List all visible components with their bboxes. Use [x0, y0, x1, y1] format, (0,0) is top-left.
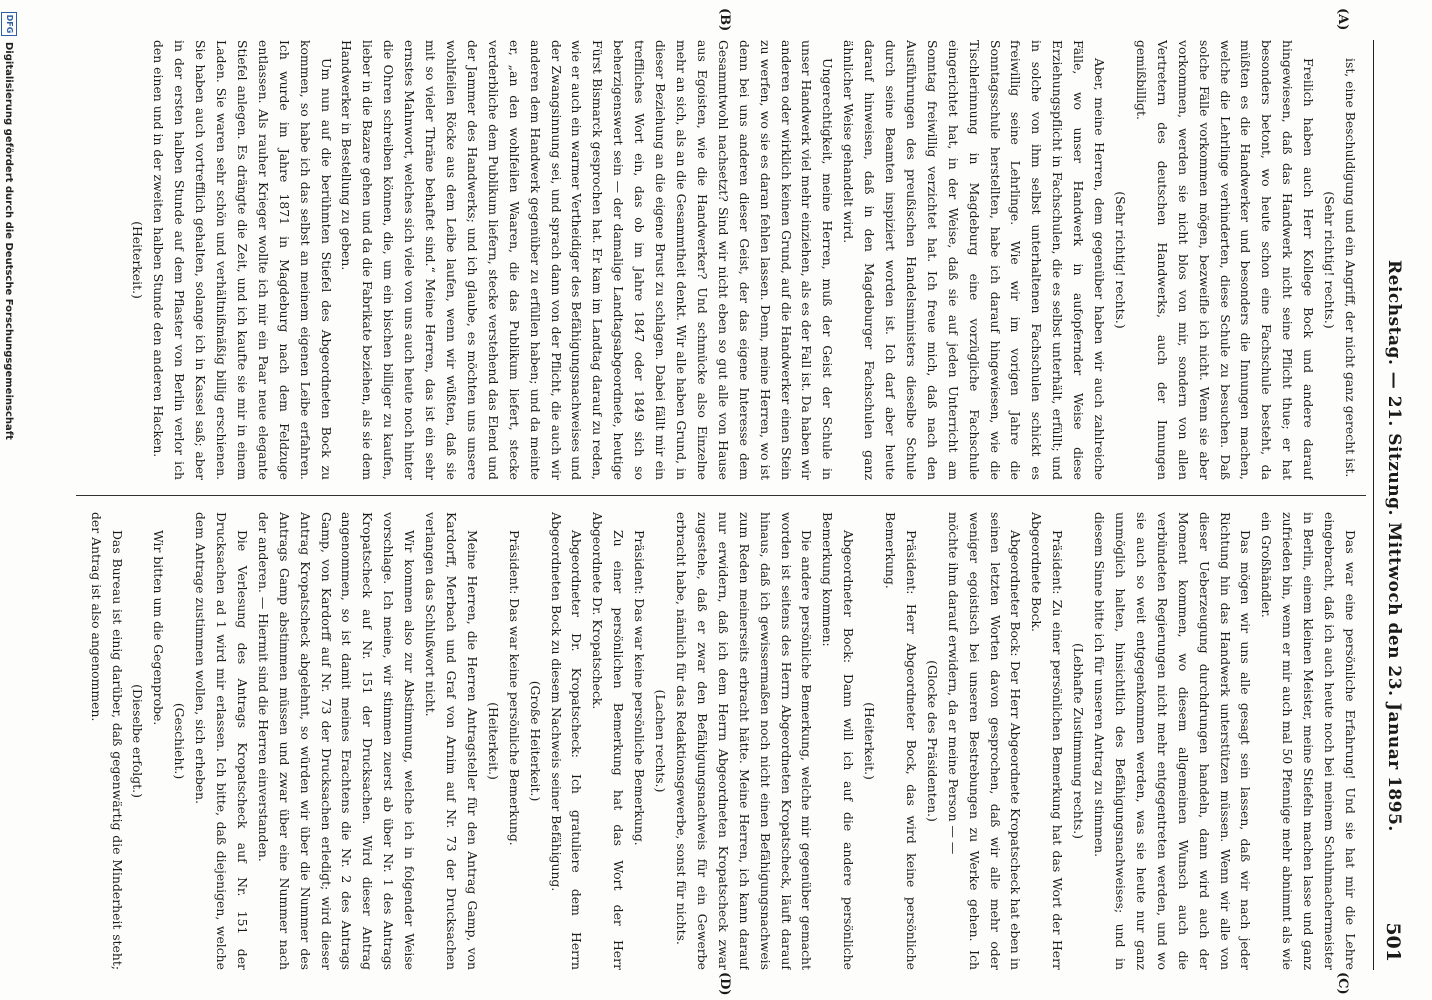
paragraph: (Geschieht.)	[172, 702, 188, 780]
paragraph: Zu einer persönlichen Bemerkung hat das Wort der Herr Abgeordnete Dr. Kropatscheck.	[590, 512, 627, 970]
paragraph: Präsident: Zu einer persönlichen Bemerkung hat das Wort der Herr Abgeordnete Bock.	[1029, 512, 1066, 970]
paragraph: Die Verlesung des Antrags Kropatscheck auf Nr. 151 der Drucksachen ad 1 wird mir erlassen. Ich bitte, daß diejenigen, welche dem Antrage zustimmen wollen, sich erheben.	[193, 512, 250, 970]
column-divider	[76, 495, 1366, 496]
paragraph: (Heiterkeit.)	[862, 702, 878, 780]
paragraph: Abgeordneter Dr. Kropatscheck: Ich gratuliere dem Herrn Abgeordneten Bock zu diesem Nachweis seiner Befähigung.	[548, 512, 585, 970]
right-text-column	[80, 512, 1360, 970]
paragraph: Wir kommen also zur Abstimmung, welche ich in folgender Weise vorschlage. Ich meine, wir stimmen zuerst ab über Nr. 1 des Antrags Kropatscheck auf Nr. 151 der Drucksachen. Wird dieser Antrag angenommen, so ist damit meines Erachtens die Nr. 2 des Antrags Gamp, von Kardorff auf Nr. 73 der Drucksachen erledigt; wird dieser Antrag Kropatscheck abgelehnt, so würden wir über die Nummer des Antrags Gamp abstimmen müssen und zwar über eine Nummer nach der anderen. — Hiermit sind die Herren einverstanden.	[255, 512, 418, 970]
paragraph: Abgeordneter Bock: Der Herr Abgeordnete Kropatscheck hat eben in seinen letzten Worten davon gesprochen, daß wir alle mehr oder weniger egoistisch bei unseren Bestrebungen zu Werke gehen. Ich möchte ihm darauf erwidern, da er meine Person — —	[945, 512, 1024, 970]
paragraph: (Große Heiterkeit.)	[527, 680, 543, 802]
paragraph: Präsident: Das war keine persönliche Bemerkung.	[506, 530, 522, 846]
paragraph: Freilich haben auch Herr Kollege Bock und andere darauf hingewiesen, daß das Handwerk nicht seine Pflicht thue; er hat besonders betont, wo heute schon eine Fachschule besteht, da müßten es die Handwerker und besonders die Innungen machen, welche die Lehrlinge verhinderten, diese Schule zu besuchen. Daß solche Fälle vorkommen mögen, bezweifle ich nicht. Wenn sie aber vorkommen, werden sie nicht blos von mir, sondern von allen Vertretern des deutschen Handwerks, auch der Innungen gemißbilligt.	[1133, 40, 1317, 480]
paragraph: (Heiterkeit.)	[130, 221, 146, 299]
paragraph: Präsident: Das war keine persönliche Bemerkung.	[632, 530, 648, 846]
dfg-logo-icon: DFG	[1, 12, 17, 36]
paragraph: Das war eine persönliche Erfahrung! Und sie hat mir die Lehre eingebracht, daß ich auch heute noch bei meinem Schuhmachermeister in Berlin, einem kleinen Meister, meine Stiefeln machen lasse und ganz zufrieden bin, wenn er mir auch mal 50 Pfennige mehr abnimmt als wie ein Großhändler.	[1259, 512, 1358, 970]
running-title: Reichstag. — 21. Sitzung. Mittwoch den 23. Januar 1895.	[1384, 260, 1404, 832]
paragraph: (Lachen rechts.)	[653, 689, 669, 793]
paragraph: Abgeordneter Bock: Dann will ich auf die andere persönliche Bemerkung kommen:	[820, 512, 857, 970]
footer-credit: Digitalisierung gefördert durch die Deutsche Forschungsgemeinschaft	[3, 42, 14, 440]
margin-mark-a: (A)	[1335, 8, 1350, 31]
paragraph: ist, eine Beschuldigung und ein Angriff, der nicht ganz gerecht ist.	[1343, 58, 1358, 478]
left-text-column	[80, 40, 1360, 480]
paragraph: (Sehr richtig! rechts.)	[1113, 191, 1129, 329]
paragraph: Ungerechtigkeit, meine Herren, muß der Geist der Schule in unser Handwerk viel mehr einziehen, als es der Fall ist. Da haben wir anderen oder wirklich keinen Grund, auf die Handwerker einen Stein zu werfen, wo sie es daran fehlen lassen. Denn, meine Herren, wo ist denn bei uns anderen dieser Geist, der das eigene Interesse dem Gesammtwohl nachsetzt? Sind wir nicht eben so gut alle von Hause aus Egoisten, wie die Handwerker? Und schmücke also Einzelne mehr an sich, als an die Gesammtheit denkt. Wir alle haben Grund, in dieser Beziehung an die eigene Brust zu schlagen. Dabei fällt mir ein treffliches Wort ein, das ob im Jahre 1847 oder 1849 sich so beherzigenswert sein — der damalige Landtagsabgeordnete, heutige Fürst Bismarck gesprochen hat. Er kam im Landtag darauf zu reden, wie er auch ein warmer Vertheidiger des Befähigungsnachweises und der Zwangsinnung sei, und sprach dann von der Pflicht, die auch wir anderen dem Handwerk gegenüber zu erfüllen haben; und da meinte er, „an den wohlfeilen Waaren, die das Publikum liefert, stecke verderbliche dem Publikum liefern, stecke verstehend das Elend und der Jammer des Handwerks; und ich glaube, es möchten uns unsere wohlfeilen Röcke aus dem Leibe laufen, wenn wir wüßten, daß sie mit so vieler Thräne behaftet sind.“ Meine Herren, das ist ein sehr ernstes Mahnwort, welches sich viele von uns auch heute noch hinter die Ohren schreiben können, die, um ein bischen billiger zu kaufen, lieber in die Bazare gehen und da die Fabrikate beziehen, als sie dem Handwerker in Bestellung zu geben.	[339, 40, 836, 480]
paragraph: Wir bitten um die Gegenprobe.	[151, 530, 167, 726]
page-header	[1373, 40, 1406, 970]
paragraph: Aber, meine Herren, dem gegenüber haben wir auch zahlreiche Fälle, wo unser Handwerk in aufopfernder Weise diese Erziehungspflicht in Fachschulen, die es selbst unterhält, erfüllt; und in solche von ihm selbst unterhaltenen Fachschulen schickt es freiwillig seine Lehrlinge. Wie wir im vorigen Jahre die Sonntagsschule herstellten, habe ich darauf hingewiesen, wie die Tischlerinnung in Magdeburg eine vorzügliche Fachschule eingerichtet hat, in der Weise, daß sie auf jeden Unterricht am Sonntag freiwillig verzichtet hat. Ich freue mich, daß nach den Ausführungen des preußischen Handelsministers dieselbe Schule durch seine Beamten inspiziert worden ist. Ich darf aber heute darauf hinweisen, daß in den Magdeburger Fachschulen ganz ähnlicher Weise gehandelt wird.	[841, 40, 1108, 480]
paragraph: (Dieselbe erfolgt.)	[130, 684, 146, 798]
paragraph: Das Bureau ist einig darüber, daß gegenwärtig die Minderheit steht; der Antrag ist also angenommen.	[88, 512, 125, 970]
paragraph: (Heiterkeit.)	[485, 702, 501, 780]
paragraph: Die andere persönliche Bemerkung, welche mir gegenüber gemacht worden ist seitens des Herrn Abgeordneten Kropatscheck, läuft darauf hinaus, daß ich gewissermaßen noch nicht einen Befähigungsnachweis zum Reden meinerseits erbracht hätte. Meine Herren, ich kann darauf nur erwidern, daß ich dem Herrn Abgeordneten Kropatscheck zwar zugestehe, daß er zwar den Befähigungsnachweis für ein Gewerbe erbracht habe, nämlich für das Redaktionsgewerbe, sonst für nichts.	[674, 512, 815, 970]
paragraph: (Sehr richtig! rechts.)	[1322, 191, 1338, 329]
paragraph: (Glocke des Präsidenten.)	[924, 660, 940, 822]
paragraph: Um nun auf die berühmten Stiefel des Abgeordneten Bock zu kommen, so habe ich das selbst an meinem eigenen Leibe erfahren. Ich wurde im Jahre 1871 in Magdeburg nach dem Feldzuge entlassen. Als rauher Krieger wollte ich mir ein Paar neue elegante Stiefel anlegen. Es drängte die Zeit, und ich kaufte sie mir in einem Laden. Sie waren sehr schön und verhältnißmäßig billig erschienen. Sie haben auch vortrefflich gehalten, solange ich in Kassel saß; aber in der ersten halben Stunde auf dem Pflaster von Berlin verlor ich den einen und in der zweiten halben Stunde den anderen Hacken.	[151, 40, 334, 480]
margin-mark-b: (B)	[717, 8, 732, 32]
margin-mark-d: (D)	[717, 972, 732, 996]
margin-mark-c: (C)	[1335, 972, 1350, 995]
paragraph: Das mögen wir uns alle gesagt sein lassen, daß wir nach jeder Richtung hin das Handwerk unterstützen müssen. Wenn wir alle von dieser Ueberzeugung durchdrungen handeln, dann wird auch der Moment kommen, wo diesem allgemeinen Wunsch auch die verbündeten Regierungen nicht mehr entgegentreten werden, und wo sie auch so weit entgegenkommen werden, was sie heute nur ganz unmöglich halten, hinsichtlich des Befähigungsnachweises; und in diesem Sinne bitte ich für unseren Antrag zu stimmen.	[1092, 512, 1254, 970]
page-number: 501	[1382, 922, 1404, 962]
paragraph: Meine Herren, die Herren Antragsteller für den Antrag Gamp, von Kardorff, Merbach und Graf von Arnim auf Nr. 73 der Drucksachen verlangen das Schlußwort nicht.	[423, 512, 480, 970]
paragraph: (Lebhafte Zustimmung rechts.)	[1071, 642, 1087, 840]
paragraph: Präsident: Herr Abgeordneter Bock, das wird keine persönliche Bemerkung.	[883, 512, 919, 970]
